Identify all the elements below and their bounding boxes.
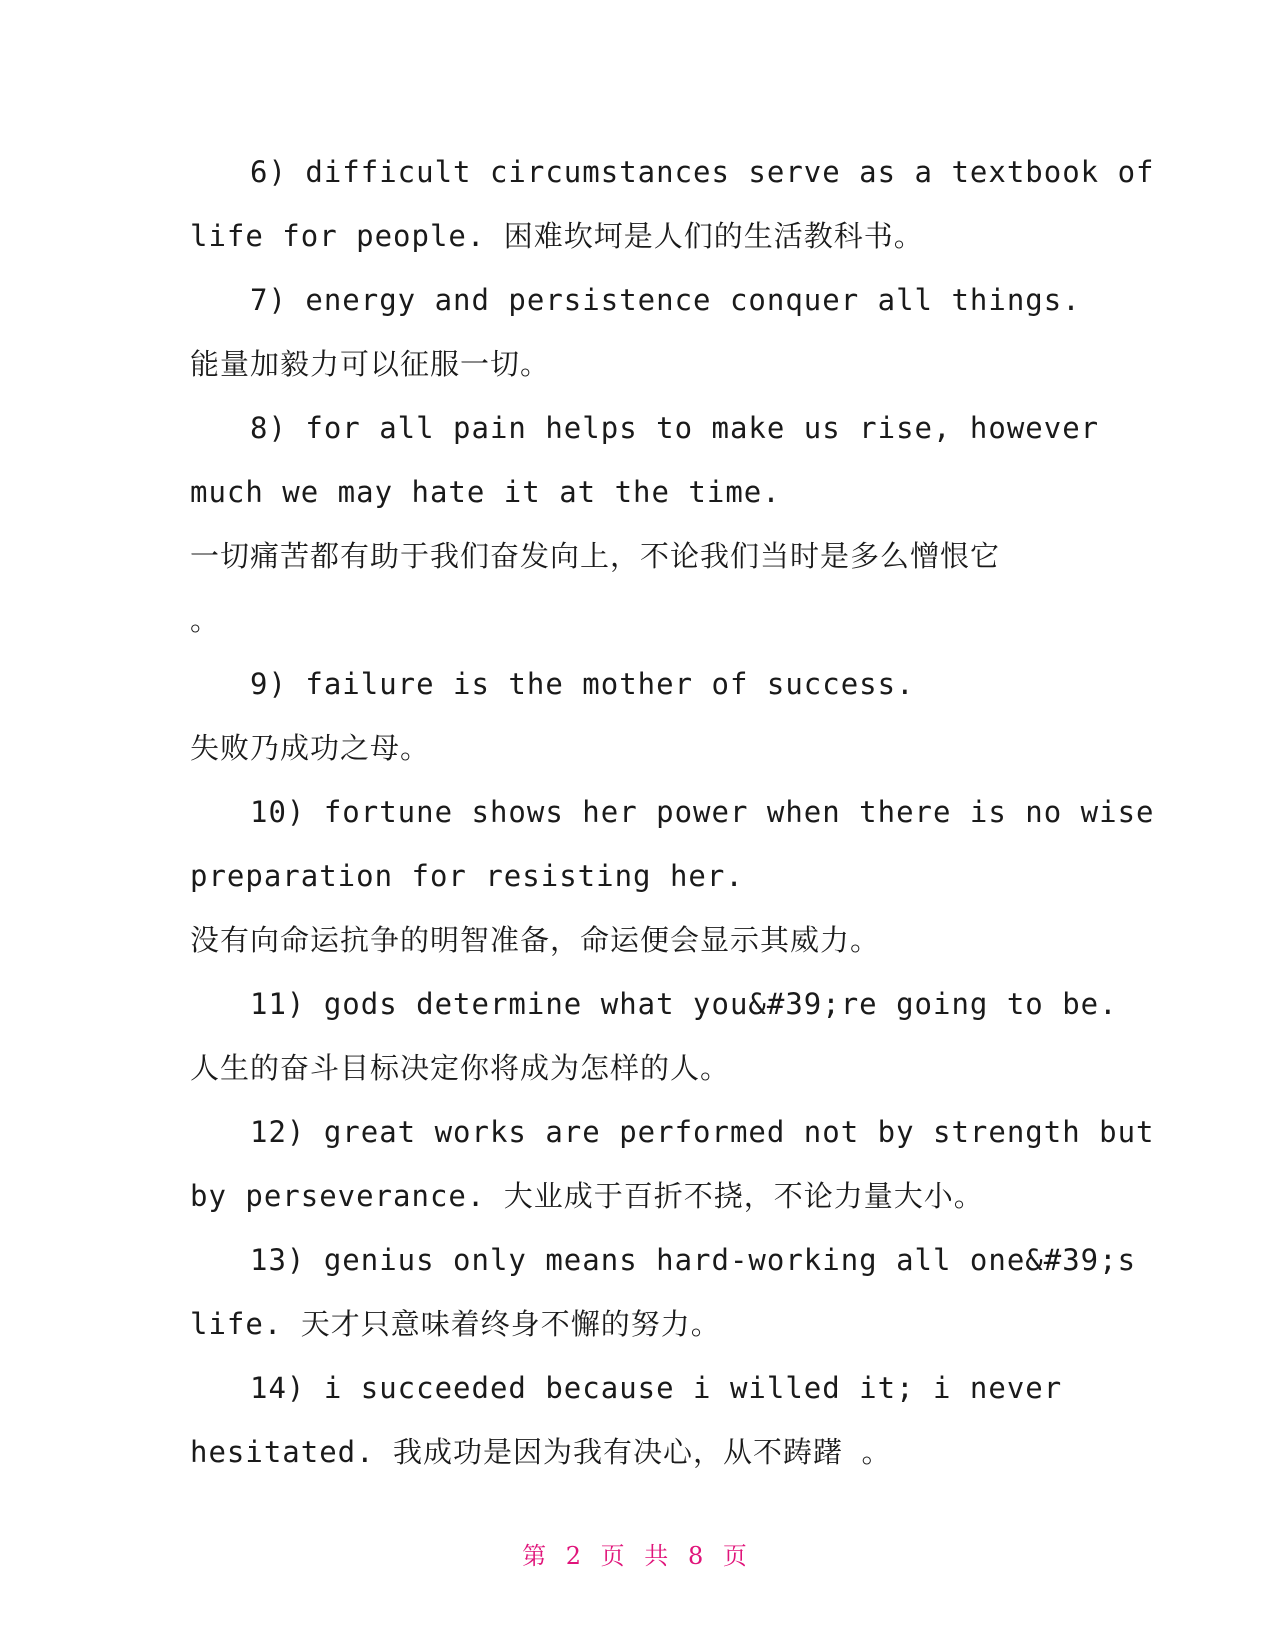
- quote-14-line-2: hesitated. 我成功是因为我有决心，从不踌躇 。: [190, 1435, 892, 1469]
- quote-8-line-4: 。: [190, 603, 221, 637]
- quote-12-line-2: by perseverance. 大业成于百折不挠，不论力量大小。: [190, 1179, 984, 1213]
- quote-9-line-1: 9) failure is the mother of success.: [250, 667, 915, 701]
- quote-10-line-2: preparation for resisting her.: [190, 859, 744, 893]
- quote-11-line-2: 人生的奋斗目标决定你将成为怎样的人。: [190, 1051, 731, 1085]
- quote-11-line-1: 11) gods determine what you&#39;re going to be.: [250, 987, 1118, 1021]
- quote-8-line-3: 一切痛苦都有助于我们奋发向上，不论我们当时是多么憎恨它: [190, 539, 1001, 573]
- quote-6-line-1: 6) difficult circumstances serve as a textbook of: [250, 155, 1155, 189]
- quote-10-line-1: 10) fortune shows her power when there is no wise: [250, 795, 1155, 829]
- quote-8-line-2: much we may hate it at the time.: [190, 475, 781, 509]
- quote-13-line-2: life. 天才只意味着终身不懈的努力。: [190, 1307, 721, 1341]
- quote-8-line-1: 8) for all pain helps to make us rise, however: [250, 411, 1100, 445]
- quote-14-line-1: 14) i succeeded because i willed it; i never: [250, 1371, 1063, 1405]
- quote-10-line-3: 没有向命运抗争的明智准备，命运便会显示其威力。: [190, 923, 881, 957]
- page-number-footer: 第 2 页 共 8 页: [522, 1542, 753, 1570]
- quote-13-line-1: 13) genius only means hard-working all one&#39;s: [250, 1243, 1137, 1277]
- quote-7-line-1: 7) energy and persistence conquer all things.: [250, 283, 1081, 317]
- quote-12-line-1: 12) great works are performed not by strength but: [250, 1115, 1155, 1149]
- quote-6-line-2: life for people. 困难坎坷是人们的生活教科书。: [190, 219, 924, 253]
- quote-7-line-2: 能量加毅力可以征服一切。: [190, 347, 551, 381]
- quote-9-line-2: 失败乃成功之母。: [190, 731, 431, 765]
